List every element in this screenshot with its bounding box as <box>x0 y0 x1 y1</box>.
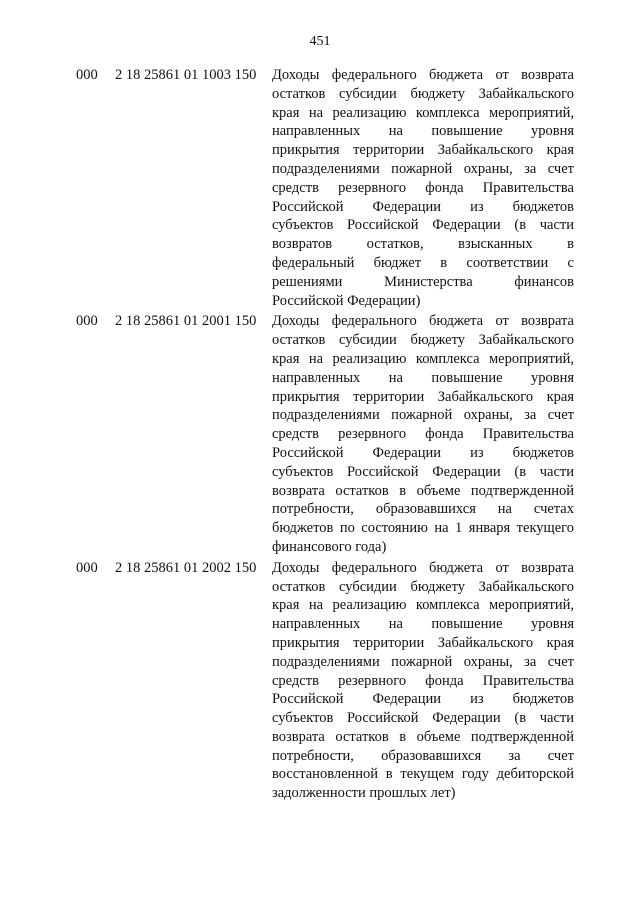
description-line: Российской Федерации из бюджетов <box>272 198 574 215</box>
description-line: задолженности прошлых лет) <box>272 785 456 802</box>
description-line: средств резервного фонда Правительства <box>272 672 574 689</box>
admin-code: 000 <box>76 313 98 330</box>
description-line: Российской Федерации из бюджетов <box>272 691 574 708</box>
description-line: Российской Федерации) <box>272 292 421 309</box>
description-line: субъектов Российской Федерации (в части <box>272 217 574 234</box>
description-line: потребности, образовавшихся за счет <box>272 747 574 764</box>
description-line: средств резервного фонда Правительства <box>272 426 574 443</box>
table-row <box>76 312 576 556</box>
description-line: подразделениями пожарной охраны, за счет <box>272 160 574 177</box>
budget-classification-code: 2 18 25861 01 1003 150 <box>115 67 257 83</box>
description-line: направленных на повышение уровня <box>272 123 574 140</box>
description-line: прикрытия территории Забайкальского края <box>272 142 574 159</box>
description-line: Российской Федерации из бюджетов <box>272 444 574 461</box>
description-line: остатков субсидии бюджету Забайкальского <box>272 85 574 102</box>
description-line: Доходы федерального бюджета от возврата <box>272 313 574 330</box>
description-line: решениями Министерства финансов <box>272 273 574 290</box>
description-line: подразделениями пожарной охраны, за счет <box>272 407 574 424</box>
description-line: края на реализацию комплекса мероприятий, <box>272 597 574 614</box>
description-line: средств резервного фонда Правительства <box>272 179 574 196</box>
description-line: края на реализацию комплекса мероприятий, <box>272 104 574 121</box>
description-line: возврата остатков в объеме подтвержденной <box>272 728 574 745</box>
page-number: 451 <box>309 34 331 49</box>
description-line: остатков субсидии бюджету Забайкальского <box>272 578 574 595</box>
description-line: прикрытия территории Забайкальского края <box>272 388 574 405</box>
income-description <box>272 66 574 310</box>
description-line: финансового года) <box>272 538 387 555</box>
admin-code: 000 <box>76 67 98 83</box>
description-line: остатков субсидии бюджету Забайкальского <box>272 332 574 349</box>
budget-classification-code: 2 18 25861 01 2002 150 <box>115 559 257 576</box>
table-row <box>76 66 576 310</box>
description-line: Доходы федерального бюджета от возврата <box>272 559 574 576</box>
budget-code-table <box>76 66 576 805</box>
description-line: Доходы федерального бюджета от возврата <box>272 67 574 83</box>
description-line: субъектов Российской Федерации (в части <box>272 463 574 480</box>
description-line: бюджетов по состоянию на 1 января текущего <box>272 520 574 537</box>
description-line: подразделениями пожарной охраны, за счет <box>272 653 574 670</box>
table-row <box>76 559 576 803</box>
income-description <box>272 312 574 556</box>
budget-classification-code: 2 18 25861 01 2001 150 <box>115 313 257 330</box>
description-line: края на реализацию комплекса мероприятий, <box>272 350 574 367</box>
description-line: восстановленной в текущем году дебиторской <box>272 766 574 783</box>
description-line: потребности, образовавшихся на счетах <box>272 501 574 518</box>
description-line: возврата остатков в объеме подтвержденной <box>272 482 574 499</box>
income-description <box>272 559 574 803</box>
admin-code: 000 <box>76 559 98 576</box>
description-line: направленных на повышение уровня <box>272 616 574 633</box>
description-line: субъектов Российской Федерации (в части <box>272 710 574 727</box>
description-line: направленных на повышение уровня <box>272 369 574 386</box>
description-line: федеральный бюджет в соответствии с <box>272 254 574 271</box>
description-line: прикрытия территории Забайкальского края <box>272 634 574 651</box>
description-line: возвратов остатков, взысканных в <box>272 236 574 253</box>
